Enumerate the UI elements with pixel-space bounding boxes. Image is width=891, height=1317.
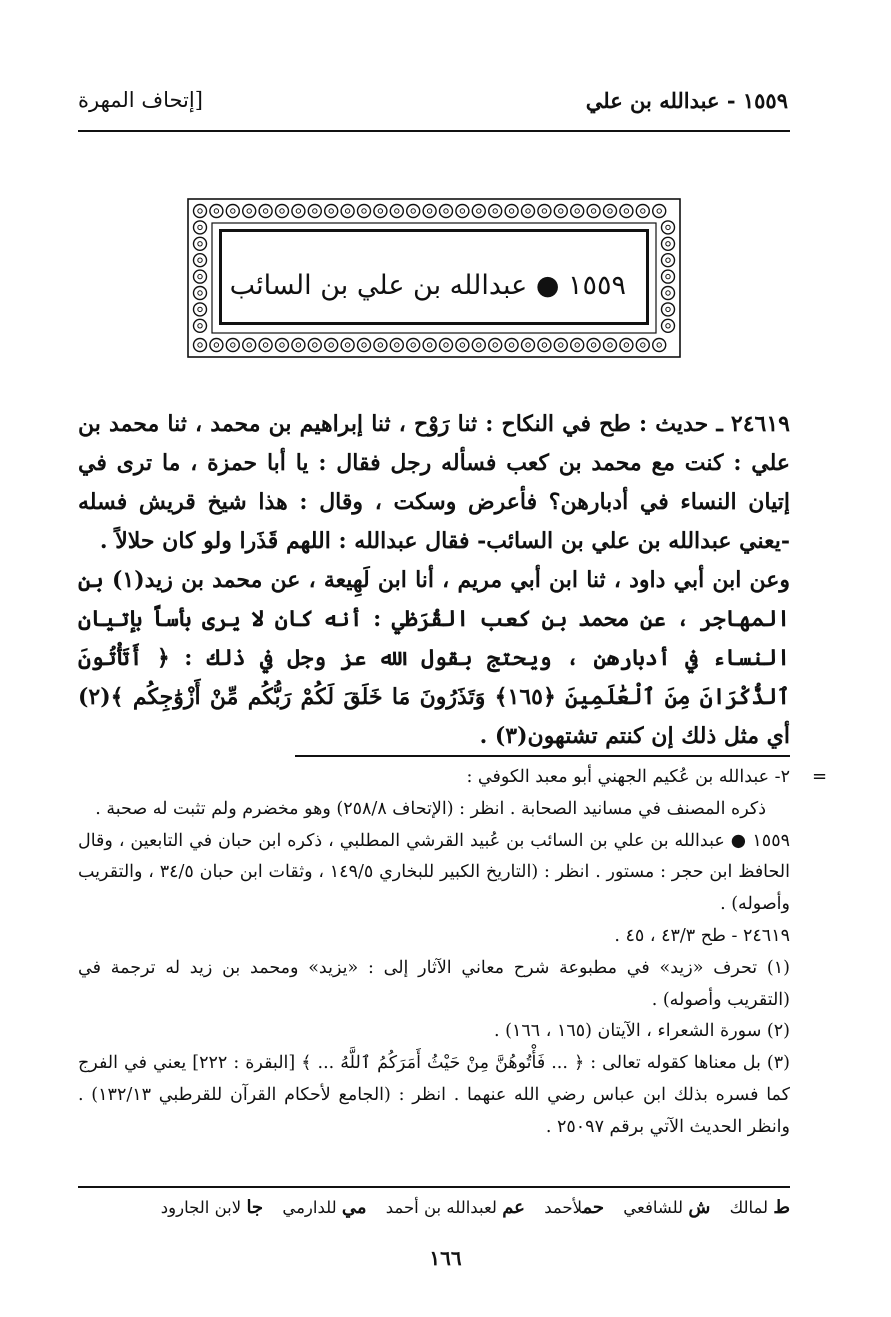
header-book-title: [إتحاف المهرة xyxy=(78,88,203,112)
hadith-paragraph: وعن ابن أبي داود ، ثنا ابن أبي مريم ، أنا ابن لَهِيعة ، عن محمد بن زيد(١) بن المهاجر ، عن محمد بن كعب القُرَظي : أنه كان لا يرى بأساً بإتيان النساء في أدبارهن ، ويحتج بقول الله عز وجل في ذلك : ﴿ أَتَأْتُونَ ٱلذُّكْرَانَ مِنَ ٱلْعَٰلَمِينَ ﴿١٦٥﴾ وَتَذَرُونَ مَا خَلَقَ لَكُمْ رَبُّكُم مِّنْ أَزْوَٰجِكُم ﴾(٢) أي مثل ذلك إن كنتم تشتهون(٣) . xyxy=(78,567,791,749)
ornament-motif xyxy=(194,287,207,300)
ornament-motif xyxy=(194,221,207,234)
ornament-motif xyxy=(358,205,371,218)
ornament-motif xyxy=(194,205,207,218)
abbreviation-meaning: للشافعي xyxy=(623,1198,684,1217)
ornament-motif xyxy=(194,339,207,352)
ornament-motif xyxy=(194,254,207,267)
ornament-motif xyxy=(653,205,666,218)
ornament-motif xyxy=(538,339,551,352)
abbreviation-item xyxy=(161,1198,263,1217)
abbreviation-code: ش xyxy=(688,1197,711,1218)
abbreviation-meaning: لمالك xyxy=(729,1198,769,1217)
footnote: (١) تحرف «زيد» في مطبوعة شرح معاني الآثار إلى : «يزيد» ومحمد بن زيد له ترجمة في (التقريب وأصوله) . xyxy=(78,957,790,1010)
footnote: (٣) بل معناها كقوله تعالى : ﴿ ... فَأْتُوهُنَّ مِنْ حَيْثُ أَمَرَكُمُ ٱللَّهُ ... ﴾ [البقرة : ٢٢٢] يعني في الفرج كما فسره بذلك ابن عباس رضي الله عنهما . انظر : (الجامع لأحكام القرآن للقرطبي ١٣٢/١٣) . وانظر الحديث الآتي برقم ٢٥٠٩٧ . xyxy=(78,1053,790,1137)
ornament-motif xyxy=(325,339,338,352)
ornament-motif xyxy=(259,205,272,218)
abbreviation-meaning: لعبدالله بن أحمد xyxy=(385,1198,497,1217)
footnote: (٢) سورة الشعراء ، الآيتان (١٦٥ ، ١٦٦) . xyxy=(494,1021,790,1042)
ornament-motif xyxy=(604,339,617,352)
page-number: ١٦٦ xyxy=(429,1246,462,1270)
ornament-motif xyxy=(489,205,502,218)
ornament-motif xyxy=(390,339,403,352)
ornament-motif xyxy=(423,205,436,218)
ornament-motif xyxy=(358,339,371,352)
ornament-motif xyxy=(456,205,469,218)
ornament-motif xyxy=(194,303,207,316)
ornament-motif xyxy=(194,270,207,283)
abbreviation-meaning: لأحمد xyxy=(544,1198,583,1217)
abbreviation-code: حم xyxy=(582,1197,604,1218)
ornament-motif xyxy=(522,205,535,218)
abbreviation-meaning: لابن الجارود xyxy=(160,1198,242,1217)
ornament-motif xyxy=(341,339,354,352)
ornament-motif xyxy=(620,339,633,352)
ornament-motif xyxy=(662,319,675,332)
ornament-motif xyxy=(308,339,321,352)
ornament-motif xyxy=(374,205,387,218)
ornament-motif xyxy=(505,339,518,352)
ornament-motif xyxy=(662,254,675,267)
ornament-motif xyxy=(226,339,239,352)
ornament-motif xyxy=(308,205,321,218)
ornament-motif xyxy=(587,205,600,218)
footnote: ٢- عبدالله بن عُكيم الجهني أبو معبد الكوفي : xyxy=(466,767,790,787)
abbreviation-code: جا xyxy=(246,1197,264,1218)
ornament-motif xyxy=(341,205,354,218)
abbreviation-code: عم xyxy=(502,1197,525,1218)
abbreviations-divider xyxy=(78,1186,790,1188)
ornament-motif xyxy=(620,205,633,218)
ornament-motif xyxy=(423,339,436,352)
ornament-motif xyxy=(636,339,649,352)
ornament-motif xyxy=(522,339,535,352)
abbreviation-item xyxy=(386,1198,525,1217)
abbreviation-code: مي xyxy=(341,1197,367,1218)
abbreviation-item xyxy=(730,1198,790,1217)
footnote: ١٥٥٩ ● عبدالله بن علي بن السائب بن عُبيد القرشي المطلبي ، ذكره ابن حبان في التابعين ، وقال الحافظ ابن حجر : مستور . انظر : (التاريخ الكبير للبخاري ١٤٩/٥ ، وثقات ابن حبان ٣٤/٥ ، والتقريب وأصوله) . xyxy=(78,830,791,915)
ornament-motif xyxy=(662,303,675,316)
ornament-motif xyxy=(292,205,305,218)
ornament-motif xyxy=(407,339,420,352)
ornament-motif xyxy=(440,339,453,352)
ornament-motif xyxy=(554,339,567,352)
abbreviation-item xyxy=(544,1198,604,1217)
ornament-motif xyxy=(210,339,223,352)
ornament-motif xyxy=(472,205,485,218)
ornament-motif xyxy=(662,237,675,250)
ornament-motif xyxy=(489,339,502,352)
ornament-motif xyxy=(194,237,207,250)
header-divider xyxy=(78,130,790,132)
ornament-motif xyxy=(390,205,403,218)
ornament-motif xyxy=(210,205,223,218)
ornament-motif xyxy=(456,339,469,352)
ornament-motif xyxy=(662,270,675,283)
hadith-text xyxy=(78,405,790,756)
ornament-motif xyxy=(243,205,256,218)
ornament-motif xyxy=(374,339,387,352)
ornament-motif xyxy=(554,205,567,218)
ornament-motif xyxy=(472,339,485,352)
ornament-motif xyxy=(259,339,272,352)
footnote-divider xyxy=(295,755,790,757)
footnote: ٢٤٦١٩ - طح ٤٣/٣ ، ٤٥ . xyxy=(614,925,790,946)
section-title: ١٥٥٩ ● عبدالله بن علي بن السائب xyxy=(229,270,626,301)
ornament-motif xyxy=(662,221,675,234)
abbreviation-meaning: للدارمي xyxy=(282,1198,337,1217)
abbreviation-code: ط xyxy=(773,1197,790,1218)
ornament-motif xyxy=(587,339,600,352)
ornament-motif xyxy=(505,205,518,218)
ornament-motif xyxy=(604,205,617,218)
ornament-motif xyxy=(276,339,289,352)
ornament-motif xyxy=(636,205,649,218)
ornament-motif xyxy=(226,205,239,218)
abbreviation-item xyxy=(282,1198,366,1217)
title-frame xyxy=(186,197,682,359)
ornament-motif xyxy=(276,205,289,218)
footnote: ذكره المصنف في مسانيد الصحابة . انظر : (الإتحاف ٢٥٨/٨) وهو مخضرم ولم تثبت له صحبة . xyxy=(95,798,766,819)
abbreviation-key xyxy=(78,1194,790,1222)
ornament-motif xyxy=(407,205,420,218)
ornament-motif xyxy=(538,205,551,218)
ornament-motif xyxy=(662,287,675,300)
ornament-motif xyxy=(243,339,256,352)
ornament-motif xyxy=(571,339,584,352)
margin-mark: = xyxy=(812,766,828,787)
ornament-motif xyxy=(325,205,338,218)
ornament-motif xyxy=(571,205,584,218)
ornament-motif xyxy=(440,205,453,218)
running-header xyxy=(78,82,788,122)
ornament-motif xyxy=(194,319,207,332)
footnotes xyxy=(78,762,790,1144)
abbreviation-item xyxy=(623,1198,710,1217)
title-frame-inner-border xyxy=(219,229,649,325)
ornament-motif xyxy=(292,339,305,352)
ornament-motif xyxy=(653,339,666,352)
hadith-paragraph: ٢٤٦١٩ ـ حديث : طح في النكاح : ثنا رَوْح ، ثنا إبراهيم بن محمد ، ثنا محمد بن علي : كنت مع محمد بن كعب فسأله رجل فقال : يا أبا حمزة ، ما ترى في إتيان النساء في أدبارهن؟ فأعرض وسكت ، وقال : هذا شيخ قريش فسله -يعني عبدالله بن علي بن السائب- فقال عبدالله : اللهم قَذَرا ولو كان حلالاً . xyxy=(78,411,790,554)
header-chapter-title: ١٥٥٩ - عبدالله بن علي xyxy=(585,88,788,113)
